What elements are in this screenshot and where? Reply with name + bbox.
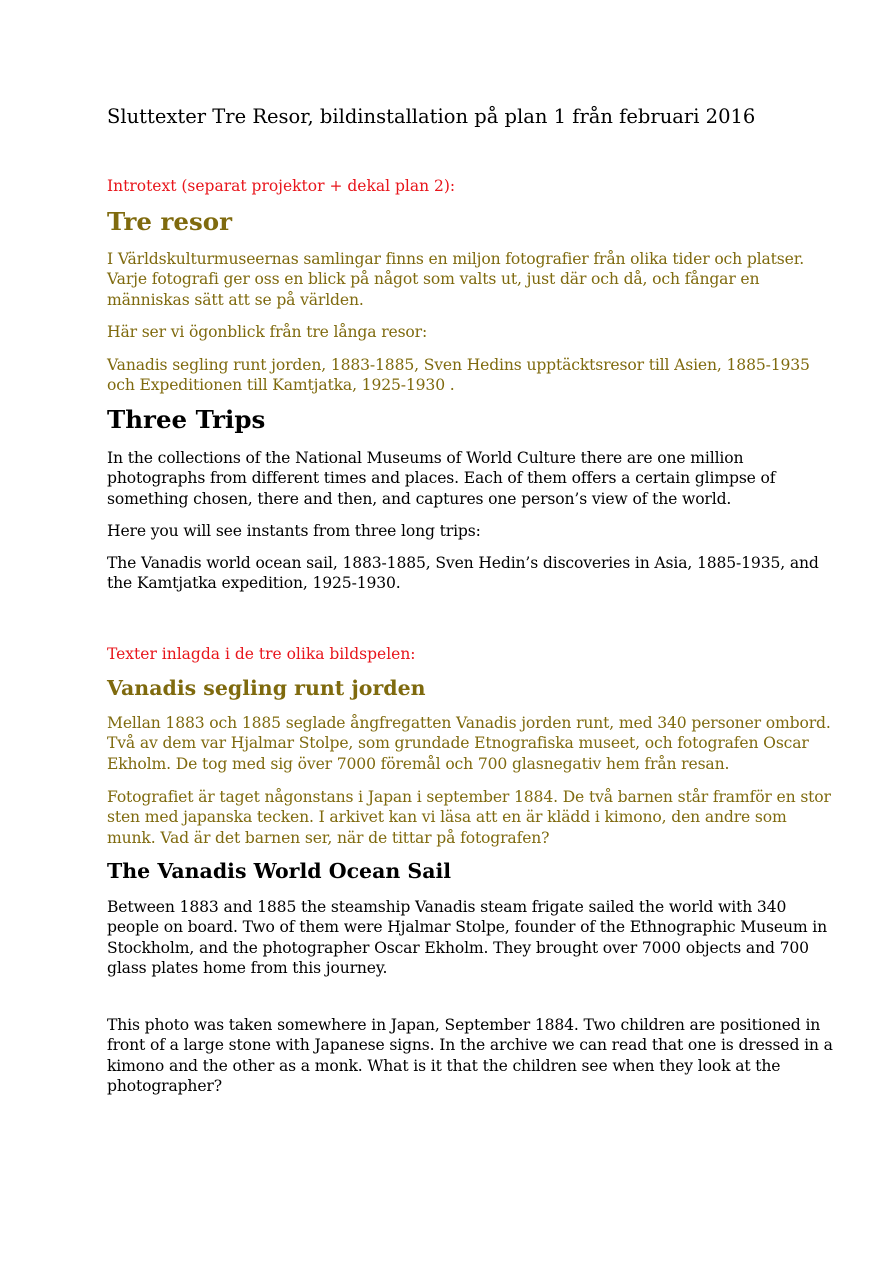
document-title: Sluttexter Tre Resor, bildinstallation på plan 1 från februari 2016 xyxy=(107,105,756,128)
text-line: Fotografiet är taget någonstans i Japan i september 1884. De två barnen står framför en stor xyxy=(107,788,831,806)
text-line: I Världskulturmuseernas samlingar finns en miljon fotografier från olika tider och platser. xyxy=(107,250,805,268)
intro-swedish-paragraph-2 xyxy=(107,322,787,342)
text-line: photographer? xyxy=(107,1077,222,1096)
vanadis-heading-english: The Vanadis World Ocean Sail xyxy=(107,859,452,883)
intro-swedish-paragraph-3 xyxy=(107,355,810,396)
text-line: people on board. Two of them were Hjalmar Stolpe, founder of the Ethnographic Museum in xyxy=(107,918,828,937)
text-line: kimono and the other as a monk. What is it that the children see when they look at the xyxy=(107,1056,781,1075)
text-line: munk. Vad är det barnen ser, när de tittar på fotografen? xyxy=(107,828,550,847)
intro-swedish-paragraph-1 xyxy=(107,249,805,310)
vanadis-heading-swedish: Vanadis segling runt jorden xyxy=(107,676,426,700)
intro-english-paragraph-1 xyxy=(107,448,787,509)
text-line: människas sätt att se på världen. xyxy=(107,290,364,309)
text-line: the Kamtjatka expedition, 1925-1930. xyxy=(107,574,401,593)
text-line: Vanadis segling runt jorden, 1883-1885, Sven Hedins upptäcktsresor till Asien, 1885-1935 xyxy=(107,356,810,374)
intro-section-label: Introtext (separat projektor + dekal plan 2): xyxy=(107,177,456,195)
slideshows-section-label: Texter inlagda i de tre olika bildspelen: xyxy=(107,645,416,663)
vanadis-english-paragraph-1 xyxy=(107,897,828,979)
text-line: Två av dem var Hjalmar Stolpe, som grundade Etnografiska museet, och fotografen Oscar xyxy=(107,734,809,753)
text-line: Ekholm. De tog med sig över 7000 föremål och 700 glasnegativ hem från resan. xyxy=(107,754,730,773)
intro-english-paragraph-3 xyxy=(107,553,819,594)
text-line: sten med japanska tecken. I arkivet kan vi läsa att en är klädd i kimono, den andre som xyxy=(107,808,787,827)
text-line: In the collections of the National Museums of World Culture there are one million xyxy=(107,449,744,467)
text-line: photographs from different times and places. Each of them offers a certain glimpse of xyxy=(107,469,776,488)
text-line: glass plates home from this journey. xyxy=(107,959,388,978)
intro-heading-swedish: Tre resor xyxy=(107,207,233,236)
vanadis-english-paragraph-2 xyxy=(107,1015,833,1097)
vanadis-swedish-paragraph-2 xyxy=(107,787,831,848)
text-line: och Expeditionen till Kamtjatka, 1925-1930 . xyxy=(107,376,455,395)
text-line: Here you will see instants from three long trips: xyxy=(107,522,481,540)
text-line: something chosen, there and then, and captures one person’s view of the world. xyxy=(107,489,732,508)
intro-english-paragraph-2 xyxy=(107,521,787,541)
text-line: This photo was taken somewhere in Japan, September 1884. Two children are positioned in xyxy=(107,1016,821,1034)
text-line: The Vanadis world ocean sail, 1883-1885, Sven Hedin’s discoveries in Asia, 1885-1935, and xyxy=(107,554,819,572)
text-line: Här ser vi ögonblick från tre långa resor: xyxy=(107,323,428,341)
text-line: Varje fotografi ger oss en blick på något som valts ut, just där och då, och fångar en xyxy=(107,270,760,289)
text-line: Between 1883 and 1885 the steamship Vanadis steam frigate sailed the world with 340 xyxy=(107,898,787,916)
text-line: Mellan 1883 och 1885 seglade ångfregatten Vanadis jorden runt, med 340 personer ombord. xyxy=(107,714,831,732)
text-line: front of a large stone with Japanese signs. In the archive we can read that one is dressed in a xyxy=(107,1036,833,1055)
text-line: Stockholm, and the photographer Oscar Ekholm. They brought over 7000 objects and 700 xyxy=(107,938,809,957)
intro-heading-english: Three Trips xyxy=(107,405,266,434)
vanadis-swedish-paragraph-1 xyxy=(107,713,831,774)
